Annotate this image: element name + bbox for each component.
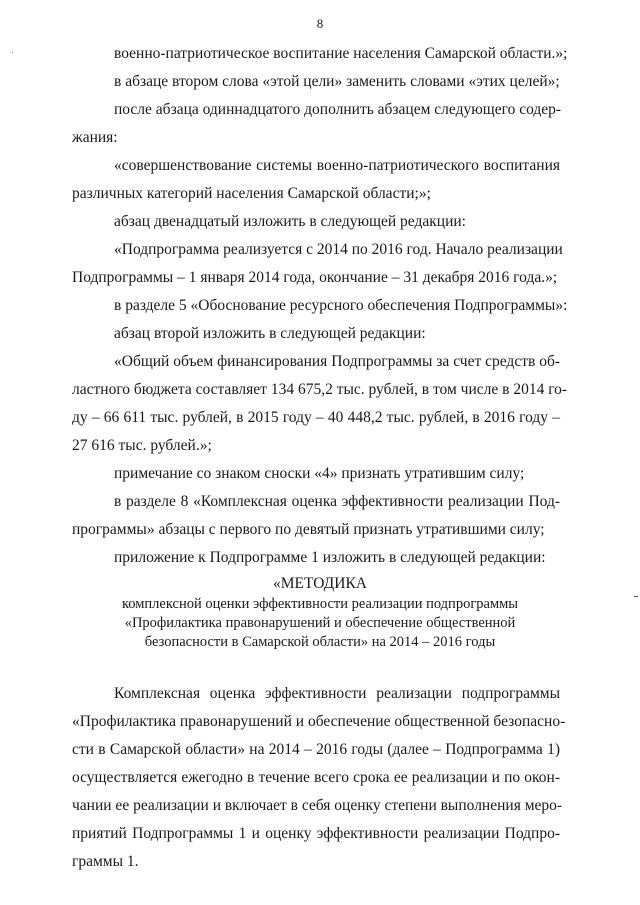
text-line: «Подпрограмма реализуется с 2014 по 2016 год. Начало реализации [114, 241, 563, 258]
methodology-subtitle-line: «Профилактика правонарушений и обеспечение общественной [124, 615, 516, 631]
text-line: 27 616 тыс. рублей.»; [72, 437, 212, 454]
text-line: «Общий объем финансирования Подпрограммы за счет средств об- [114, 353, 560, 370]
text-line: чании ее реализации и включает в себя оценку степени выполнения меро- [72, 797, 563, 814]
text-line: Подпрограммы – 1 января 2014 года, окончание – 31 декабря 2016 года.»; [72, 269, 558, 286]
scan-edge-mark [634, 596, 638, 597]
text-line: абзац второй изложить в следующей редакции: [114, 325, 426, 342]
text-line: в разделе 5 «Обоснование ресурсного обеспечения Подпрограммы»: [114, 297, 568, 314]
methodology-title: «МЕТОДИКА [273, 575, 367, 592]
text-line: примечание со знаком сноски «4» признать утратившим силу; [114, 465, 525, 482]
text-line: Комплексная оценка эффективности реализации подпрограммы [114, 685, 560, 702]
text-line: «совершенствование системы военно-патриотического воспитания [114, 157, 560, 174]
text-line: граммы 1. [72, 853, 139, 870]
methodology-subtitle-line: безопасности в Самарской области» на 2014 – 2016 годы [144, 634, 496, 650]
text-line: программы» абзацы с первого по девятый признать утратившими силу; [72, 521, 545, 538]
text-line: жания: [72, 129, 118, 146]
text-line: приятий Подпрограммы 1 и оценку эффективности реализации Подпро- [72, 825, 560, 842]
text-line: после абзаца одиннадцатого дополнить абзацем следующего содер- [114, 101, 562, 118]
text-line: в абзаце втором слова «этой цели» заменить словами «этих целей»; [114, 73, 560, 90]
text-line: ду – 66 611 тыс. рублей, в 2015 году – 40 448,2 тыс. рублей, в 2016 году – [72, 409, 560, 426]
text-line: в разделе 8 «Комплексная оценка эффективности реализации Под- [114, 493, 560, 510]
text-line: различных категорий населения Самарской области;»; [72, 185, 431, 202]
text-line: военно-патриотическое воспитание населения Самарской области.»; [114, 45, 568, 62]
text-line: абзац двенадцатый изложить в следующей редакции: [114, 213, 466, 230]
methodology-subtitle-line: комплексной оценки эффективности реализации подпрограммы [121, 596, 519, 612]
text-line: ластного бюджета составляет 134 675,2 тыс. рублей, в том числе в 2014 го- [72, 381, 568, 398]
text-line: сти в Самарской области» на 2014 – 2016 годы (далее – Подпрограмма 1) [72, 741, 560, 758]
page-number: 8 [316, 16, 324, 31]
text-line: осуществляется ежегодно в течение всего срока ее реализации и по окон- [72, 769, 560, 786]
scan-speck [12, 52, 13, 53]
text-line: приложение к Подпрограмме 1 изложить в следующей редакции: [114, 549, 546, 566]
text-line: «Профилактика правонарушений и обеспечение общественной безопасно- [72, 713, 566, 730]
